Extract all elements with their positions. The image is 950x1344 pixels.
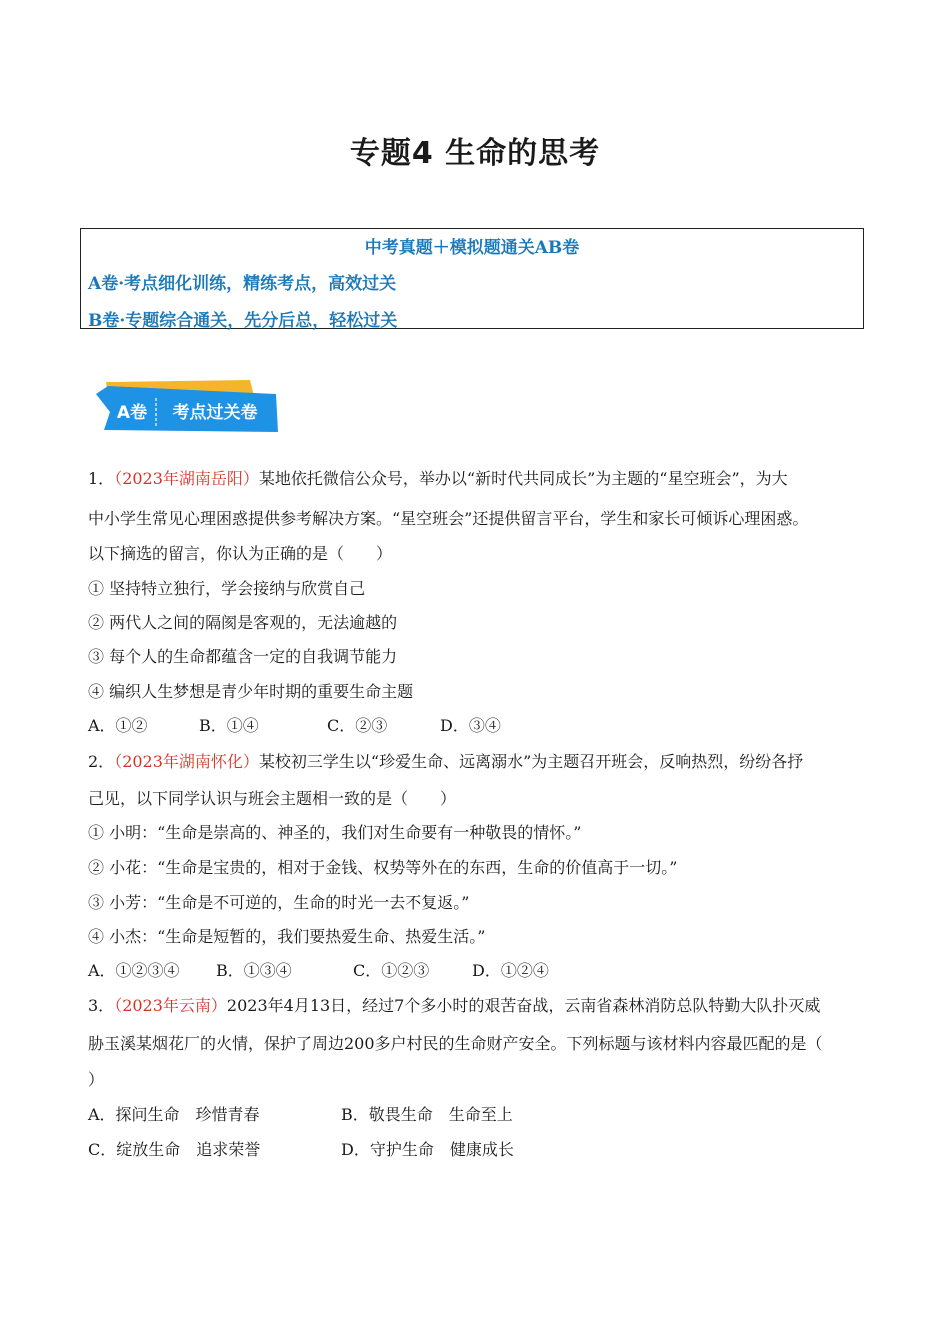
question-text: 某校初三学生以“珍爱生命、远离溺水”为主题召开班会，反响热烈，纷纷各抒 xyxy=(258,752,804,771)
statement: ④ 小杰：“生命是短暂的，我们要热爱生命、热爱生活。” xyxy=(88,927,486,946)
statement: ③ 小芳：“生命是不可逆的，生命的时光一去不复返。” xyxy=(88,893,470,912)
question-number: 3． xyxy=(88,996,115,1015)
page-title: 专题4 生命的思考 xyxy=(349,136,601,171)
intro-line-b: B卷·专题综合通关，先分后总，轻松过关 xyxy=(88,311,398,331)
question-source: （2023年云南） xyxy=(114,996,227,1015)
option-b: B．①③④ xyxy=(216,961,292,980)
question-text: 2023年4月13日，经过7个多小时的艰苦奋战，云南省森林消防总队特勤大队扑灭威 xyxy=(226,996,821,1015)
option-a: A．①②③④ xyxy=(88,961,180,980)
question-2-line-1 xyxy=(88,752,803,772)
intro-heading: 中考真题＋模拟题通关AB卷 xyxy=(364,238,580,258)
option-c: C．①②③ xyxy=(353,961,430,980)
option-d: D．守护生命 健康成长 xyxy=(341,1140,514,1159)
option-c: C．绽放生命 追求荣誉 xyxy=(88,1140,261,1159)
question-2-line-2: 己见，以下同学认识与班会主题相一致的是（ ） xyxy=(88,789,457,808)
banner-tag: A卷 xyxy=(116,403,148,423)
option-b: B．①④ xyxy=(199,716,259,735)
question-1-line-1 xyxy=(88,469,788,489)
intro-line-a: A卷·考点细化训练，精练考点，高效过关 xyxy=(88,274,397,294)
question-source: （2023年湖南岳阳） xyxy=(114,469,259,488)
statement: ② 小花：“生命是宝贵的，相对于金钱、权势等外在的东西，生命的价值高于一切。” xyxy=(88,858,678,877)
option-b: B．敬畏生命 生命至上 xyxy=(341,1105,513,1124)
option-c: C．②③ xyxy=(327,716,388,735)
question-3-line-2: 胁玉溪某烟花厂的火情，保护了周边200多户村民的生命财产安全。下列标题与该材料内容最匹配的是（ xyxy=(88,1034,823,1053)
question-1-line-3: 以下摘选的留言，你认为正确的是（ ） xyxy=(88,544,393,563)
question-text: 某地依托微信公众号，举办以“新时代共同成长”为主题的“星空班会”，为大 xyxy=(258,469,788,488)
option-a: A．①② xyxy=(88,716,148,735)
banner-label: 考点过关卷 xyxy=(172,403,258,423)
option-a: A．探问生命 珍惜青春 xyxy=(88,1105,260,1124)
section-banner xyxy=(94,380,280,434)
question-3-line-1 xyxy=(88,996,820,1016)
statement: ② 两代人之间的隔阂是客观的，无法逾越的 xyxy=(88,613,398,632)
question-3-line-3: ） xyxy=(88,1070,105,1089)
statement: ③ 每个人的生命都蕴含一定的自我调节能力 xyxy=(88,647,398,666)
option-d: D．③④ xyxy=(440,716,501,735)
option-d: D．①②④ xyxy=(472,961,549,980)
question-source: （2023年湖南怀化） xyxy=(114,752,259,771)
statement: ④ 编织人生梦想是青少年时期的重要生命主题 xyxy=(88,682,414,701)
statement: ① 坚持特立独行，学会接纳与欣赏自己 xyxy=(88,579,366,598)
question-number: 1． xyxy=(88,469,115,488)
question-number: 2． xyxy=(88,752,115,771)
intro-box xyxy=(80,228,864,329)
question-1-line-2: 中小学生常见心理困惑提供参考解决方案。“星空班会”还提供留言平台，学生和家长可倾诉心理困惑。 xyxy=(88,509,809,528)
statement: ① 小明：“生命是崇高的、神圣的，我们对生命要有一种敬畏的情怀。” xyxy=(88,823,582,842)
